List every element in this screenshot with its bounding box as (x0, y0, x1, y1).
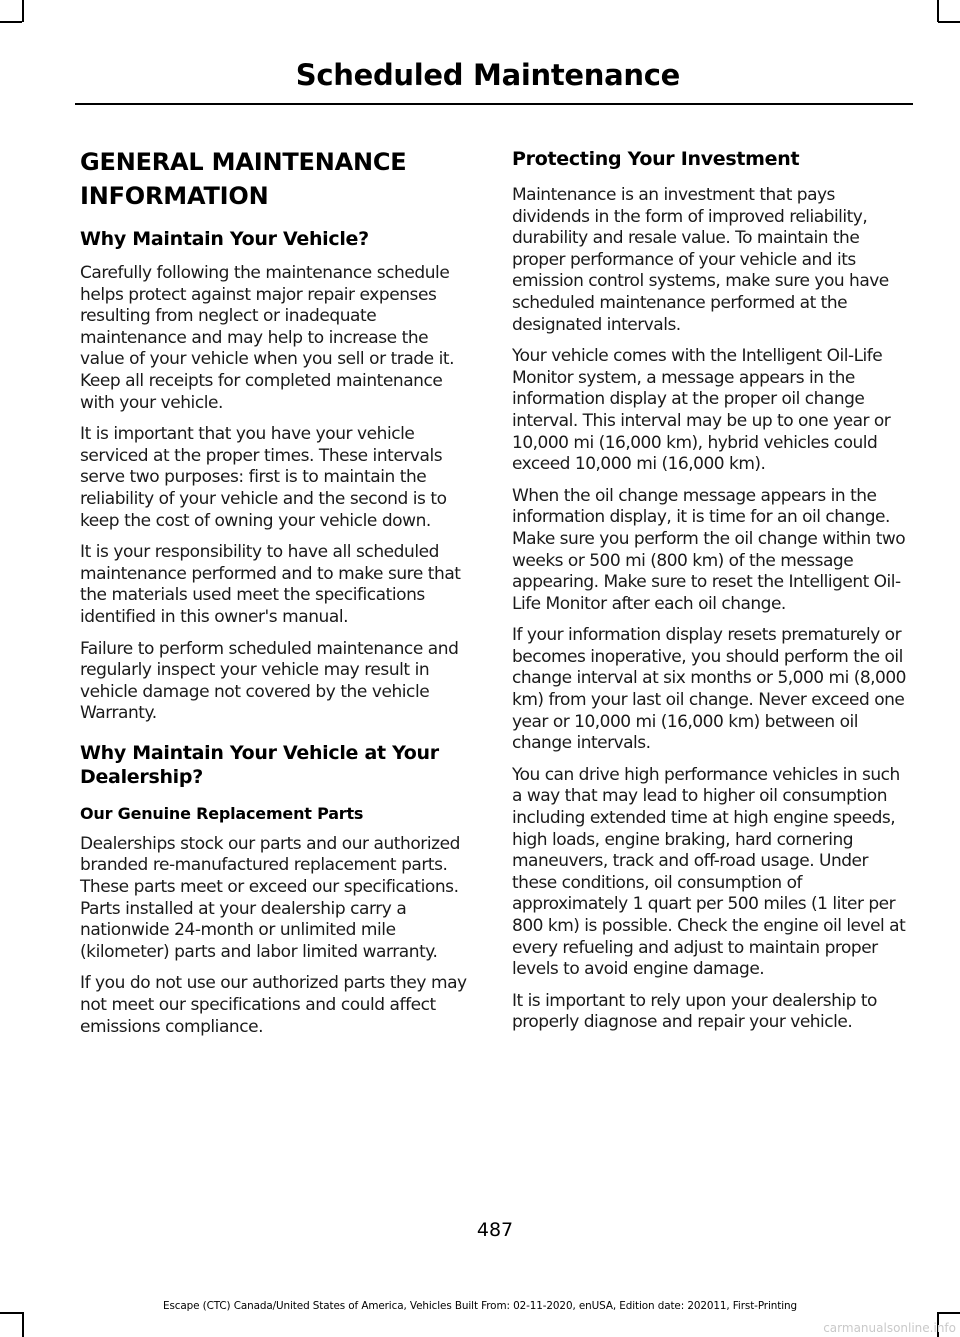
crop-mark-top-right (937, 0, 939, 22)
watermark: carmanualsonline.info (823, 1321, 956, 1335)
body-paragraph: You can drive high performance vehicles in such a way that may lead to higher oil consumption including extended time at high engine speeds, high loads, engine braking, hard cornering maneuvers, track and off-road usage. Under these conditions, oil consumption of approximately 1 quart per 500 miles (1 liter per 800 km) is possible. Check the engine oil level at every refueling and adjust to maintain proper levels to avoid engine damage. (512, 764, 906, 980)
page-number: 487 (476, 1219, 514, 1241)
why-maintain-heading: Why Maintain Your Vehicle? (80, 228, 369, 250)
footer-edition-info: Escape (CTC) Canada/United States of America, Vehicles Built From: 02-11-2020, enUSA, Edition date: 202011, First-Printing (162, 1300, 797, 1312)
crop-mark-top-right-h (938, 21, 960, 23)
body-paragraph: If your information display resets prematurely or becomes inoperative, you should perform the oil change interval at six months or 5,000 mi (8,000 km) from your last oil change. Never exceed one year or 10,000 mi (16,000 km) between oil change intervals. (512, 625, 907, 754)
left-column (80, 145, 475, 1048)
parts-subheading: Our Genuine Replacement Parts (80, 803, 364, 823)
crop-mark-bottom-right-h (938, 1312, 960, 1314)
crop-mark-top-left (22, 0, 24, 22)
section-title: Scheduled Maintenance (295, 58, 680, 92)
crop-mark-bottom-left-h (0, 1312, 22, 1314)
main-heading-line1: GENERAL MAINTENANCE (80, 148, 407, 176)
main-heading-line2: INFORMATION (80, 182, 269, 210)
body-paragraph: It is important that you have your vehicle serviced at the proper times. These intervals serve two purposes: first is to maintain the reliability of your vehicle and the second is to keep the cost of owning your vehicle down. (80, 424, 447, 531)
body-paragraph: When the oil change message appears in the information display, it is time for an oil change. Make sure you perform the oil change within two weeks or 500 mi (800 km) of the message appearing. Make sure to reset the Intelligent Oil-Life Monitor after each oil change. (512, 485, 906, 614)
body-paragraph: If you do not use our authorized parts they may not meet our specifications and could affect emissions compliance. (80, 973, 467, 1037)
dealership-heading: Why Maintain Your Vehicle at Your Dealership? (80, 741, 439, 788)
header-divider (75, 103, 913, 105)
body-paragraph: It is your responsibility to have all scheduled maintenance performed and to make sure that the materials used meet the specifications identified in this owner's manual. (80, 542, 461, 627)
right-column (512, 145, 907, 1044)
crop-mark-bottom-left (22, 1312, 24, 1337)
main-heading (80, 145, 475, 213)
body-paragraph: Maintenance is an investment that pays dividends in the form of improved reliability, durability and resale value. To maintain the proper performance of your vehicle and its emission control systems, make sure you have scheduled maintenance performed at the designated intervals. (512, 185, 889, 335)
crop-mark-top-left-h (0, 21, 22, 23)
body-paragraph: It is important to rely upon your dealership to properly diagnose and repair your vehicle. (512, 990, 877, 1033)
protecting-investment-heading: Protecting Your Investment (512, 148, 800, 170)
body-paragraph: Your vehicle comes with the Intelligent Oil-Life Monitor system, a message appears in the information display at the proper oil change interval. This interval may be up to one year or 10,000 mi (16,000 km), hybrid vehicles could exceed 10,000 mi (16,000 km). (512, 346, 891, 475)
body-paragraph: Dealerships stock our parts and our authorized branded re-manufactured replacement parts. These parts meet or exceed our specifications. Parts installed at your dealership carry a nationwide 24-month or unlimited mile (kilometer) parts and labor limited warranty. (80, 833, 460, 962)
body-paragraph: Failure to perform scheduled maintenance and regularly inspect your vehicle may result in vehicle damage not covered by the vehicle Warranty. (80, 638, 459, 724)
body-paragraph: Carefully following the maintenance schedule helps protect against major repair expenses resulting from neglect or inadequate maintenance and may help to increase the value of your vehicle when you sell or trade it. Keep all receipts for completed maintenance with your vehicle. (80, 263, 455, 413)
